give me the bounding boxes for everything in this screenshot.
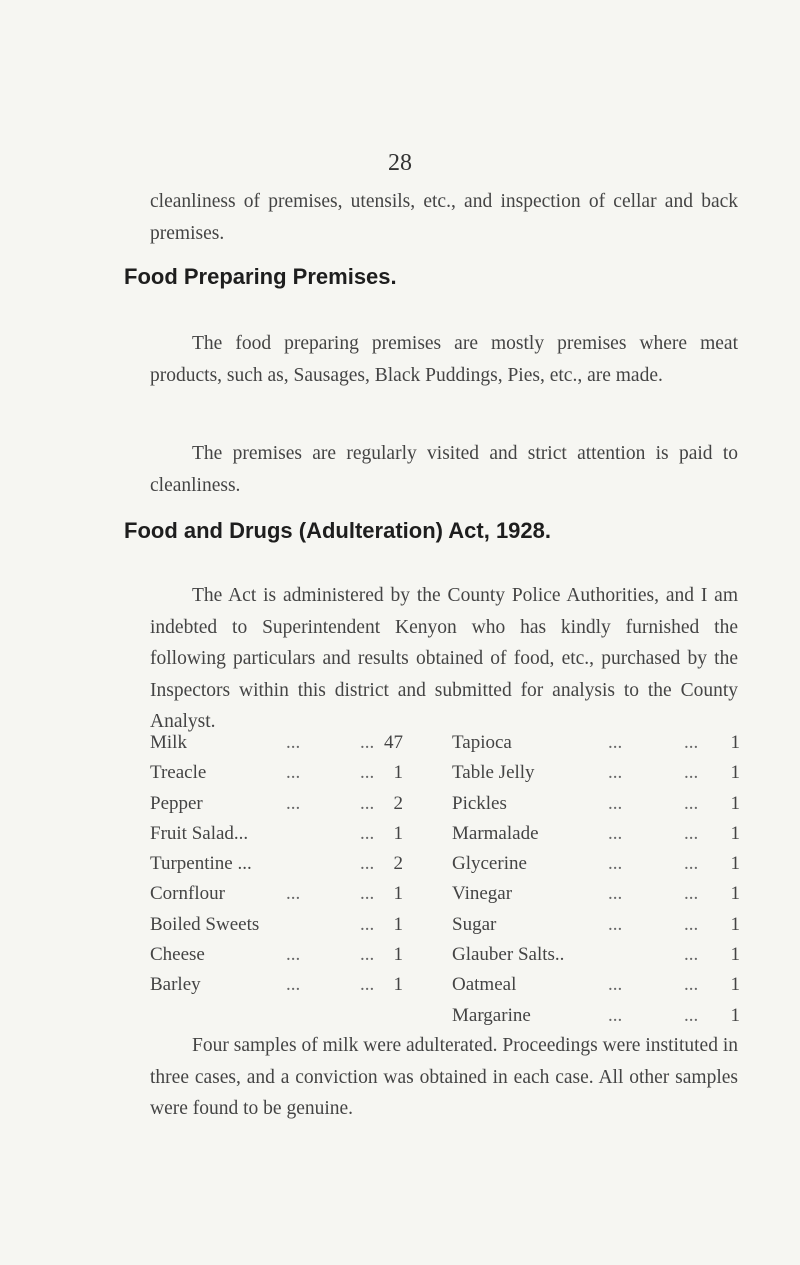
table-row [452, 758, 740, 788]
sample-count: 1 [730, 1004, 740, 1026]
leader-dots: ... [684, 792, 699, 814]
food-and-drugs-paragraph: The Act is administered by the County Police Authorities, and I am indebted to Superintendent Kenyon who has kindly furnished the following particulars and results obtained of food, etc., purchased by the Inspectors within this district and submitted for analysis to the County Analyst. [150, 585, 738, 732]
leader-dots: ... [684, 1004, 699, 1026]
table-row [452, 940, 740, 970]
food-preparing-paragraph-2: The premises are regularly visited and strict attention is paid to cleanliness. [150, 443, 738, 496]
sample-count: 1 [393, 822, 403, 844]
sample-count: 1 [730, 913, 740, 935]
closing-paragraph: Four samples of milk were adulterated. Proceedings were instituted in three cases, and a conviction was obtained in each case. All other samples were found to be genuine. [150, 1035, 738, 1119]
leader-dots: ... [608, 913, 623, 935]
sample-item-name: Cornflour [150, 883, 225, 905]
table-row [150, 970, 403, 1000]
leader-dots: ... [608, 732, 623, 753]
table-row [452, 1001, 740, 1031]
sample-count: 47 [384, 732, 403, 753]
table-row [452, 879, 740, 909]
leader-dots: ... [286, 762, 301, 784]
sample-item-name: Barley [150, 974, 201, 996]
sample-item-name: Glycerine [452, 853, 527, 875]
leader-dots: ... [360, 913, 375, 935]
leader-dots: ... [286, 883, 301, 905]
page-number: 28 [388, 150, 412, 176]
leader-dots: ... [608, 822, 623, 844]
section-heading-food-preparing-premises: Food Preparing Premises. [124, 264, 397, 289]
leader-dots: ... [684, 732, 699, 753]
leader-dots: ... [684, 883, 699, 905]
leader-dots: ... [684, 822, 699, 844]
table-row [452, 849, 740, 879]
sample-count: 1 [393, 762, 403, 784]
table-row [452, 789, 740, 819]
leader-dots: ... [286, 974, 301, 996]
table-row [150, 879, 403, 909]
sample-item-name: Pepper [150, 792, 203, 814]
table-row [150, 849, 403, 879]
leader-dots: ... [360, 762, 375, 784]
sample-count: 1 [393, 944, 403, 966]
sample-count: 2 [393, 853, 403, 875]
leader-dots: ... [360, 732, 375, 753]
leader-dots: ... [286, 944, 301, 966]
food-preparing-paragraph-1: The food preparing premises are mostly premises where meat products, such as, Sausages, Black Puddings, Pies, etc., are made. [150, 333, 738, 386]
sample-item-name: Oatmeal [452, 974, 517, 996]
leader-dots: ... [608, 853, 623, 875]
leader-dots: ... [684, 853, 699, 875]
table-row [452, 910, 740, 940]
sample-count: 1 [393, 913, 403, 935]
sample-item-name: Table Jelly [452, 762, 535, 784]
sample-count: 1 [730, 762, 740, 784]
sample-count: 1 [730, 822, 740, 844]
sample-item-name: Turpentine ... [150, 853, 252, 875]
leader-dots: ... [608, 762, 623, 784]
samples-left-column [150, 728, 403, 1001]
leader-dots: ... [360, 944, 375, 966]
sample-count: 1 [393, 974, 403, 996]
table-row [452, 970, 740, 1000]
sample-item-name: Vinegar [452, 883, 513, 905]
sample-item-name: Pickles [452, 792, 507, 814]
sample-item-name: Boiled Sweets [150, 913, 260, 935]
sample-count: 1 [393, 883, 403, 905]
sample-item-name: Marmalade [452, 822, 539, 844]
sample-count: 2 [393, 792, 403, 814]
leader-dots: ... [684, 913, 699, 935]
table-row [150, 758, 403, 788]
sample-count: 1 [730, 853, 740, 875]
leader-dots: ... [608, 883, 623, 905]
leader-dots: ... [360, 883, 375, 905]
table-row [150, 728, 403, 758]
section-heading-food-and-drugs-act: Food and Drugs (Adulteration) Act, 1928. [124, 518, 551, 543]
leader-dots: ... [608, 974, 623, 996]
table-row [150, 819, 403, 849]
sample-item-name: Cheese [150, 944, 205, 966]
sample-item-name: Tapioca [452, 732, 512, 753]
sample-item-name: Sugar [452, 913, 497, 935]
table-row [150, 940, 403, 970]
table-row [150, 910, 403, 940]
sample-count: 1 [730, 792, 740, 814]
sample-item-name: Margarine [452, 1004, 531, 1026]
table-row [452, 819, 740, 849]
leader-dots: ... [360, 822, 375, 844]
leader-dots: ... [360, 792, 375, 814]
leader-dots: ... [684, 944, 699, 966]
leader-dots: ... [684, 974, 699, 996]
table-row [452, 728, 740, 758]
sample-item-name: Milk [150, 732, 187, 753]
leader-dots: ... [286, 792, 301, 814]
sample-item-name: Fruit Salad... [150, 822, 249, 844]
leader-dots: ... [360, 853, 375, 875]
leader-dots: ... [286, 732, 301, 753]
sample-item-name: Glauber Salts.. [452, 944, 565, 966]
sample-count: 1 [730, 732, 740, 753]
sample-count: 1 [730, 944, 740, 966]
leader-dots: ... [608, 1004, 623, 1026]
intro-paragraph: cleanliness of premises, utensils, etc., and inspection of cellar and back premises. [150, 191, 738, 244]
leader-dots: ... [608, 792, 623, 814]
table-row [150, 789, 403, 819]
leader-dots: ... [684, 762, 699, 784]
sample-count: 1 [730, 883, 740, 905]
sample-item-name: Treacle [150, 762, 207, 784]
leader-dots: ... [360, 974, 375, 996]
samples-right-column [452, 728, 740, 1031]
sample-count: 1 [730, 974, 740, 996]
